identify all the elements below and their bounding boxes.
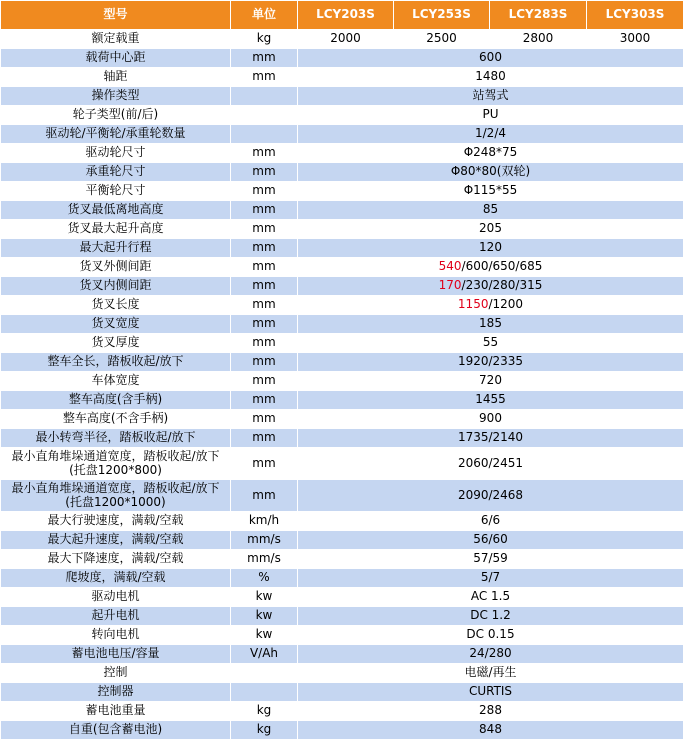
row-unit: mm <box>231 480 298 512</box>
row-value: DC 1.2 <box>298 607 683 626</box>
row-value: 288 <box>298 702 683 721</box>
header-unit: 单位 <box>231 1 298 30</box>
row-name: 驱动电机 <box>1 588 231 607</box>
table-row <box>1 512 683 531</box>
table-row <box>1 664 683 683</box>
row-unit: mm <box>231 391 298 410</box>
row-unit: mm <box>231 163 298 182</box>
table-row <box>1 106 683 125</box>
table-row <box>1 296 683 315</box>
row-unit: mm <box>231 258 298 277</box>
rest-value: /230/280/315 <box>462 278 543 292</box>
row-unit <box>231 125 298 144</box>
row-value: 2000 <box>298 30 394 49</box>
row-name: 整车高度(含手柄) <box>1 391 231 410</box>
row-unit: kw <box>231 626 298 645</box>
row-value: 55 <box>298 334 683 353</box>
header-model-2: LCY253S <box>394 1 490 30</box>
row-unit: mm <box>231 220 298 239</box>
row-unit <box>231 664 298 683</box>
header-row <box>1 1 683 30</box>
table-row <box>1 569 683 588</box>
row-name: 货叉宽度 <box>1 315 231 334</box>
row-unit: kw <box>231 607 298 626</box>
row-value: 1455 <box>298 391 683 410</box>
row-name: 最大行驶速度，满载/空载 <box>1 512 231 531</box>
row-unit: mm <box>231 448 298 480</box>
row-unit: kg <box>231 702 298 721</box>
row-unit: mm <box>231 296 298 315</box>
row-value: 57/59 <box>298 550 683 569</box>
row-value: 185 <box>298 315 683 334</box>
table-row <box>1 702 683 721</box>
table-row <box>1 334 683 353</box>
table-row <box>1 626 683 645</box>
row-value: 1735/2140 <box>298 429 683 448</box>
row-name: 轮子类型(前/后) <box>1 106 231 125</box>
table-row <box>1 448 683 480</box>
row-name: 平衡轮尺寸 <box>1 182 231 201</box>
row-name: 货叉外侧间距 <box>1 258 231 277</box>
table-row <box>1 87 683 106</box>
row-value <box>298 277 683 296</box>
rest-value: /1200 <box>488 297 523 311</box>
row-unit <box>231 106 298 125</box>
row-value: 1480 <box>298 68 683 87</box>
row-value: 2800 <box>490 30 587 49</box>
row-name: 自重(包含蓄电池) <box>1 721 231 740</box>
row-name: 整车高度(不含手柄) <box>1 410 231 429</box>
row-name: 最小转弯半径，踏板收起/放下 <box>1 429 231 448</box>
row-value: CURTIS <box>298 683 683 702</box>
table-row <box>1 480 683 512</box>
highlight-value: 170 <box>439 278 462 292</box>
row-value: 24/280 <box>298 645 683 664</box>
row-value: 56/60 <box>298 531 683 550</box>
table-row <box>1 391 683 410</box>
table-row <box>1 645 683 664</box>
row-value: 6/6 <box>298 512 683 531</box>
highlight-value: 540 <box>439 259 462 273</box>
row-unit <box>231 87 298 106</box>
row-unit: mm <box>231 201 298 220</box>
row-name: 控制器 <box>1 683 231 702</box>
table-row <box>1 410 683 429</box>
row-unit: kw <box>231 588 298 607</box>
row-unit: mm <box>231 144 298 163</box>
table-row <box>1 315 683 334</box>
row-value: 2090/2468 <box>298 480 683 512</box>
row-name: 转向电机 <box>1 626 231 645</box>
row-value <box>298 258 683 277</box>
table-row <box>1 721 683 740</box>
table-row <box>1 201 683 220</box>
row-name: 蓄电池重量 <box>1 702 231 721</box>
row-unit: kg <box>231 721 298 740</box>
table-row <box>1 220 683 239</box>
row-unit: mm <box>231 277 298 296</box>
row-unit: mm <box>231 334 298 353</box>
row-name <box>1 448 231 480</box>
row-value: AC 1.5 <box>298 588 683 607</box>
row-name: 车体宽度 <box>1 372 231 391</box>
row-unit <box>231 683 298 702</box>
row-value: 85 <box>298 201 683 220</box>
row-name: 控制 <box>1 664 231 683</box>
row-name: 最大起升速度，满载/空载 <box>1 531 231 550</box>
row-name: 操作类型 <box>1 87 231 106</box>
row-name: 爬坡度，满载/空载 <box>1 569 231 588</box>
row-name: 货叉长度 <box>1 296 231 315</box>
row-name: 承重轮尺寸 <box>1 163 231 182</box>
row-unit: mm <box>231 182 298 201</box>
table-row <box>1 531 683 550</box>
header-model: 型号 <box>1 1 231 30</box>
header-model-3: LCY283S <box>490 1 587 30</box>
table-row <box>1 683 683 702</box>
highlight-value: 1150 <box>458 297 489 311</box>
row-unit: mm <box>231 239 298 258</box>
row-unit: mm <box>231 353 298 372</box>
row-value: Φ248*75 <box>298 144 683 163</box>
row-value: 205 <box>298 220 683 239</box>
row-unit: V/Ah <box>231 645 298 664</box>
row-name: 驱动轮尺寸 <box>1 144 231 163</box>
table-row <box>1 588 683 607</box>
row-value: 600 <box>298 49 683 68</box>
row-name-line2: (托盘1200*1000) <box>1 496 230 510</box>
row-unit: mm <box>231 315 298 334</box>
row-value: PU <box>298 106 683 125</box>
table-row <box>1 163 683 182</box>
row-name-line1: 最小直角堆垛通道宽度，踏板收起/放下 <box>1 482 230 496</box>
table-row <box>1 30 683 49</box>
table-row <box>1 429 683 448</box>
row-name: 整车全长，踏板收起/放下 <box>1 353 231 372</box>
row-name: 载荷中心距 <box>1 49 231 68</box>
header-model-1: LCY203S <box>298 1 394 30</box>
row-name: 最大起升行程 <box>1 239 231 258</box>
row-name: 起升电机 <box>1 607 231 626</box>
row-unit: % <box>231 569 298 588</box>
row-value: 2500 <box>394 30 490 49</box>
table-row <box>1 182 683 201</box>
row-value: 848 <box>298 721 683 740</box>
row-value: 120 <box>298 239 683 258</box>
row-unit: kg <box>231 30 298 49</box>
row-unit: mm <box>231 49 298 68</box>
row-name: 货叉厚度 <box>1 334 231 353</box>
row-value: 900 <box>298 410 683 429</box>
row-value: DC 0.15 <box>298 626 683 645</box>
row-value: 1/2/4 <box>298 125 683 144</box>
row-value <box>298 296 683 315</box>
row-name <box>1 480 231 512</box>
table-row <box>1 353 683 372</box>
row-name: 货叉内侧间距 <box>1 277 231 296</box>
row-value: 3000 <box>587 30 683 49</box>
row-name: 额定载重 <box>1 30 231 49</box>
row-unit: mm/s <box>231 531 298 550</box>
table-row <box>1 372 683 391</box>
table-row <box>1 144 683 163</box>
table-row <box>1 49 683 68</box>
row-value: 电磁/再生 <box>298 664 683 683</box>
row-name-line2: (托盘1200*800) <box>1 464 230 478</box>
row-unit: mm <box>231 372 298 391</box>
rest-value: /600/650/685 <box>462 259 543 273</box>
row-name: 轴距 <box>1 68 231 87</box>
row-name: 驱动轮/平衡轮/承重轮数量 <box>1 125 231 144</box>
row-name: 最大下降速度，满载/空载 <box>1 550 231 569</box>
row-name: 蓄电池电压/容量 <box>1 645 231 664</box>
row-value: 2060/2451 <box>298 448 683 480</box>
table-row <box>1 258 683 277</box>
table-row <box>1 239 683 258</box>
row-value: 1920/2335 <box>298 353 683 372</box>
row-name-line1: 最小直角堆垛通道宽度，踏板收起/放下 <box>1 450 230 464</box>
row-value: Φ80*80(双轮) <box>298 163 683 182</box>
row-unit: mm <box>231 410 298 429</box>
row-value: Φ115*55 <box>298 182 683 201</box>
table-row <box>1 68 683 87</box>
table-row <box>1 277 683 296</box>
header-model-4: LCY303S <box>587 1 683 30</box>
row-value: 720 <box>298 372 683 391</box>
row-unit: mm <box>231 429 298 448</box>
table-row <box>1 607 683 626</box>
row-value: 5/7 <box>298 569 683 588</box>
table-row <box>1 125 683 144</box>
row-unit: mm/s <box>231 550 298 569</box>
row-unit: km/h <box>231 512 298 531</box>
row-name: 货叉最低离地高度 <box>1 201 231 220</box>
row-value: 站驾式 <box>298 87 683 106</box>
row-unit: mm <box>231 68 298 87</box>
table-row <box>1 550 683 569</box>
row-name: 货叉最大起升高度 <box>1 220 231 239</box>
